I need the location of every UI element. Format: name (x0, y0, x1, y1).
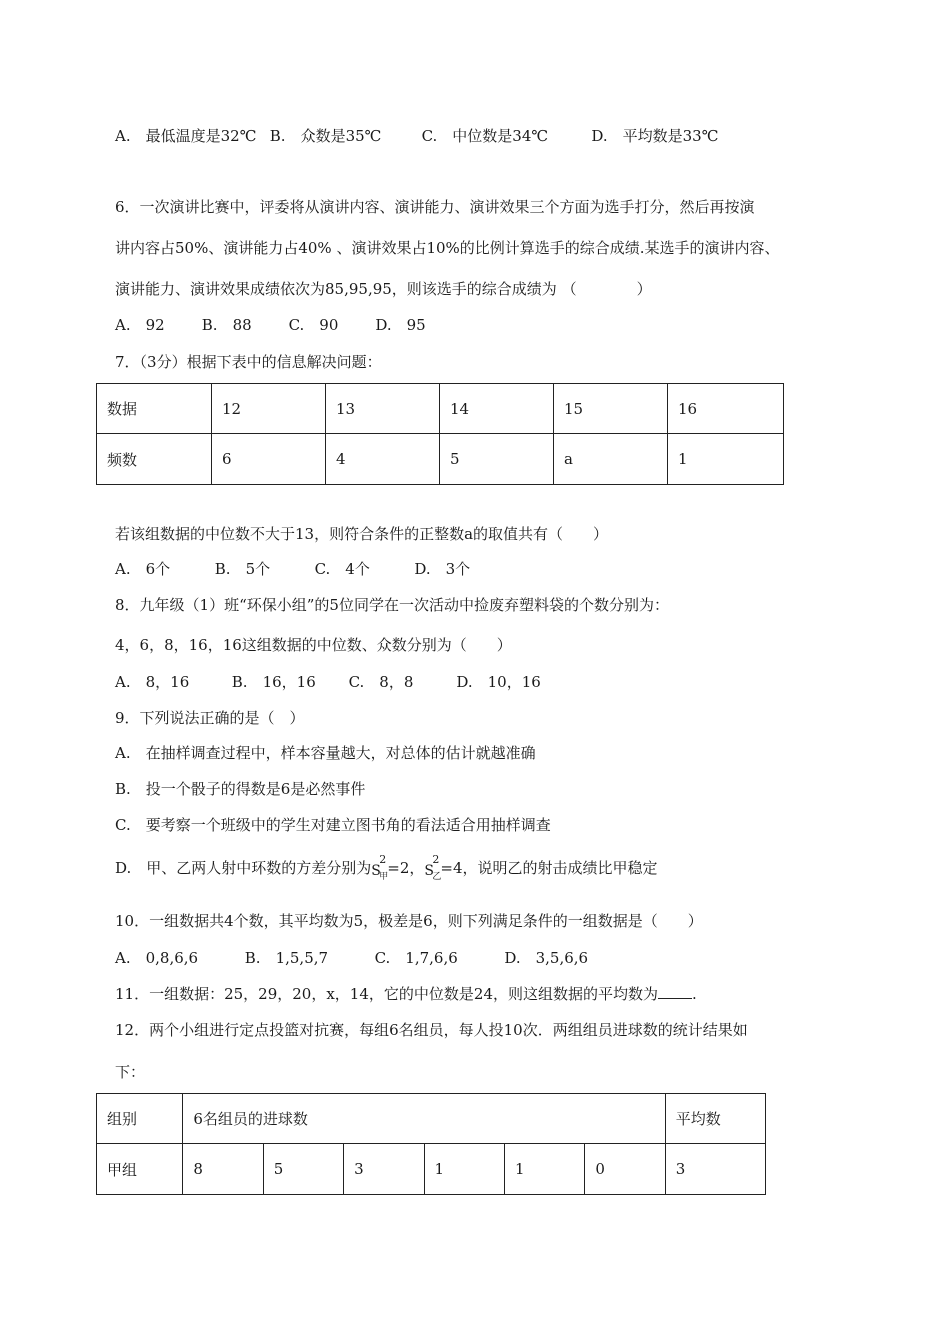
q12-line-2: 下： (115, 1063, 146, 1081)
superscript-2: 2 (432, 853, 440, 866)
q6-option-c: C. 90 (288, 316, 339, 334)
superscript-2: 2 (379, 853, 387, 866)
s-letter: S (424, 863, 434, 879)
q9-option-d-prefix: D. 甲、乙两人射中环数的方差分别为 (115, 859, 372, 877)
table-cell: 12 (212, 384, 326, 434)
table-cell: 15 (554, 384, 668, 434)
table-cell: 16 (668, 384, 784, 434)
q10-option-d: D. 3,5,6,6 (504, 949, 589, 967)
subscript-jia: 甲 (379, 872, 389, 882)
q7-option-c: C. 4个 (314, 560, 370, 578)
table-row (97, 1094, 766, 1144)
q12-score-table (96, 1093, 766, 1195)
q9-eq-2: =4，说明乙的射击成绩比甲稳定 (440, 859, 658, 877)
table-cell: 3 (344, 1144, 424, 1195)
q7-question: 若该组数据的中位数不大于13，则符合条件的正整数a的取值共有（ ） (115, 525, 609, 543)
variance-yi-symbol (424, 853, 442, 882)
table-cell: a (554, 434, 668, 485)
q8-option-d: D. 10，16 (456, 673, 541, 691)
table-cell: 6名组员的进球数 (183, 1094, 665, 1144)
table-cell: 平均数 (665, 1094, 765, 1144)
table-cell: 8 (183, 1144, 263, 1195)
table-cell: 3 (665, 1144, 765, 1195)
q7-stem: 7．（3分）根据下表中的信息解决问题： (115, 353, 382, 371)
q6-line-1: 6．一次演讲比赛中，评委将从演讲内容、演讲能力、演讲效果三个方面为选手打分，然后再按演 (115, 198, 755, 216)
table-cell: 0 (585, 1144, 665, 1195)
q10-option-a: A. 0,8,6,6 (115, 949, 199, 967)
table-cell: 14 (440, 384, 554, 434)
q5-option-d: D. 平均数是33℃ (591, 127, 719, 145)
table-cell: 1 (668, 434, 784, 485)
subscript-yi: 乙 (432, 872, 442, 882)
q5-option-c: C. 中位数是34℃ (421, 127, 549, 145)
table-row (97, 1144, 766, 1195)
q6-option-d: D. 95 (375, 316, 426, 334)
q11-text (115, 984, 697, 1004)
q6-line-3: 演讲能力、演讲效果成绩依次为85,95,95，则该选手的综合成绩为 （ ） (115, 280, 652, 298)
q10-options (115, 948, 588, 968)
table-cell: 1 (424, 1144, 504, 1195)
q7-options (115, 559, 470, 579)
answer-blank (658, 984, 692, 999)
table-cell: 数据 (97, 384, 212, 434)
q8-line-1: 8．九年级（1）班“环保小组”的5位同学在一次活动中捡废弃塑料袋的个数分别为： (115, 596, 669, 614)
s-letter: S (371, 863, 381, 879)
q5-options (115, 126, 718, 146)
q5-option-b: B. 众数是35℃ (269, 127, 382, 145)
table-cell: 5 (440, 434, 554, 485)
variance-jia-symbol (371, 853, 389, 882)
table-cell: 组别 (97, 1094, 183, 1144)
q8-option-a: A. 8，16 (115, 673, 190, 691)
q7-option-b: B. 5个 (214, 560, 271, 578)
table-cell: 频数 (97, 434, 212, 485)
table-row (97, 384, 784, 434)
q8-option-c: C. 8，8 (348, 673, 414, 691)
q7-option-a: A. 6个 (115, 560, 171, 578)
q10-option-b: B. 1,5,5,7 (244, 949, 329, 967)
q6-option-b: B. 88 (201, 316, 252, 334)
q9-option-d (115, 853, 658, 882)
table-cell: 5 (263, 1144, 343, 1195)
q6-options (115, 315, 426, 335)
q6-option-a: A. 92 (115, 316, 165, 334)
q9-option-c: C. 要考察一个班级中的学生对建立图书角的看法适合用抽样调查 (115, 816, 551, 834)
q12-line-1: 12．两个小组进行定点投篮对抗赛，每组6名组员，每人投10次．两组组员进球数的统计结果如 (115, 1021, 748, 1039)
q6-line-2: 讲内容占50%、演讲能力占40% 、演讲效果占10%的比例计算选手的综合成绩.某选手的演讲内容、 (115, 239, 780, 257)
q10-option-c: C. 1,7,6,6 (374, 949, 458, 967)
table-cell: 甲组 (97, 1144, 183, 1195)
q9-option-a: A. 在抽样调查过程中，样本容量越大，对总体的估计就越准确 (115, 744, 536, 762)
q7-frequency-table (96, 383, 784, 485)
q8-line-2: 4，6，8，16，16这组数据的中位数、众数分别为（ ） (115, 636, 512, 654)
q7-option-d: D. 3个 (414, 560, 471, 578)
q5-option-a: A. 最低温度是32℃ (115, 127, 257, 145)
table-cell: 1 (504, 1144, 584, 1195)
q8-option-b: B. 16，16 (231, 673, 316, 691)
q11-end: . (691, 985, 697, 1003)
q11-stem: 11．一组数据：25，29，20，x，14，它的中位数是24，则这组数据的平均数为 (115, 985, 658, 1003)
q8-options (115, 672, 541, 692)
q9-stem: 9．下列说法正确的是（ ） (115, 709, 305, 727)
table-cell: 6 (212, 434, 326, 485)
table-cell: 4 (326, 434, 440, 485)
table-row (97, 434, 784, 485)
table-cell: 13 (326, 384, 440, 434)
q9-option-b: B. 投一个骰子的得数是6是必然事件 (115, 780, 366, 798)
q10-stem: 10．一组数据共4个数，其平均数为5，极差是6，则下列满足条件的一组数据是（ ） (115, 912, 703, 930)
q9-eq-1: =2， (387, 859, 425, 877)
